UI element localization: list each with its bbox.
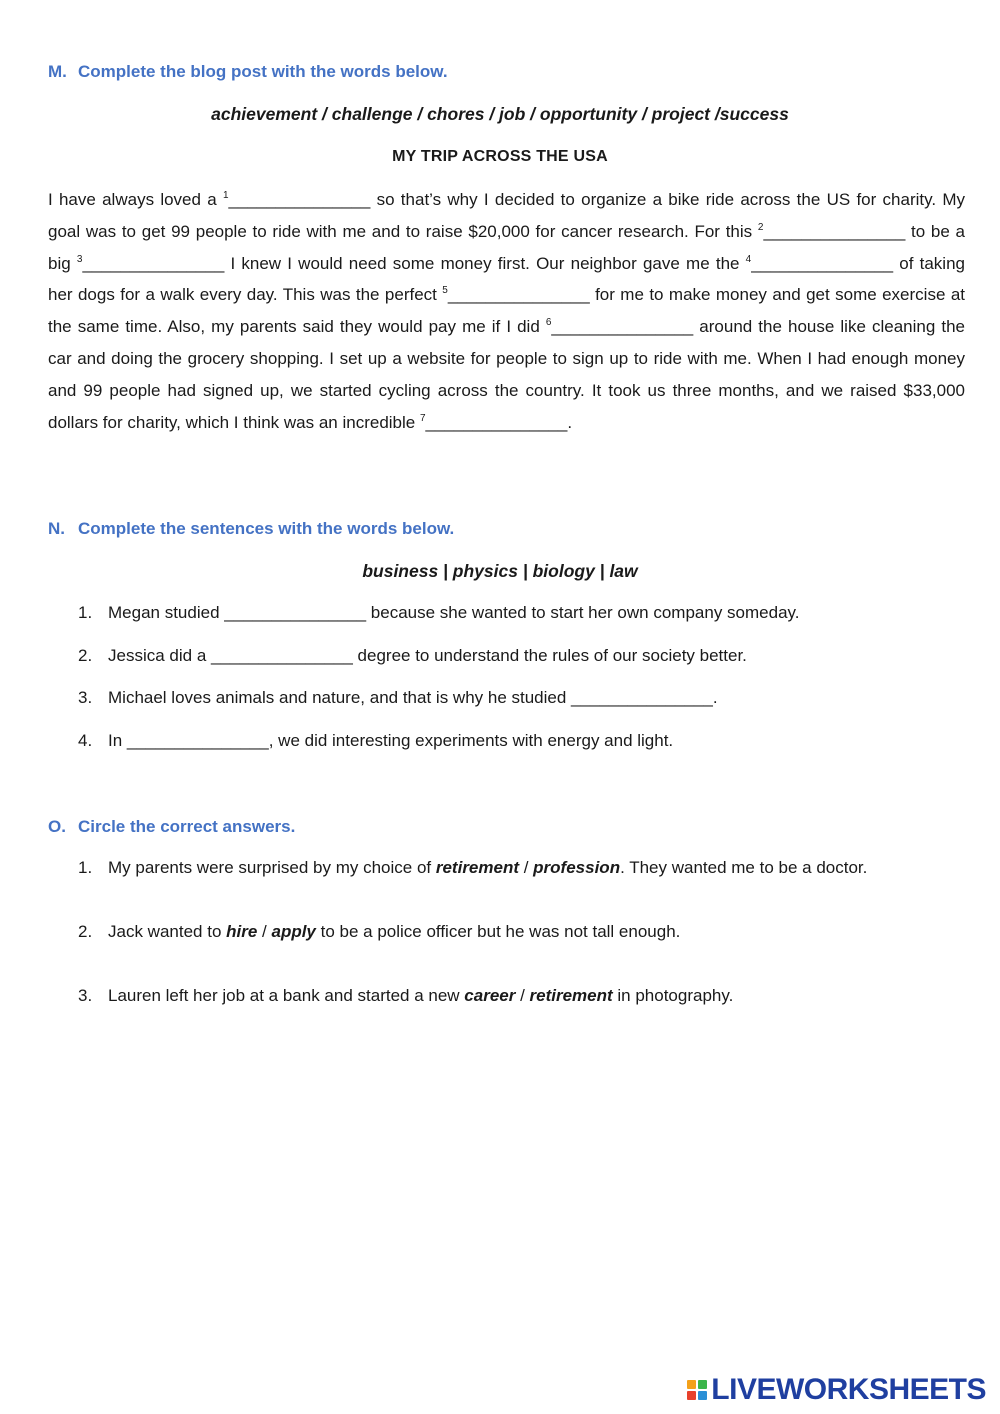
choice-option-1[interactable]: career	[464, 986, 516, 1005]
item-number: 3.	[78, 688, 93, 707]
section-o-letter: O.	[48, 817, 66, 836]
blog-text-5[interactable]: _______________ of taking her dogs for a walk every day. This was the perfect	[48, 253, 965, 305]
blog-post-paragraph	[48, 184, 965, 438]
blank-number-6: 6	[545, 317, 552, 329]
blog-text-4[interactable]: _______________ I knew I would need some money first. Our neighbor gave me the	[82, 253, 746, 273]
logo-square-icon	[687, 1391, 696, 1400]
choice-option-2[interactable]: profession	[533, 858, 621, 877]
logo-square-icon	[698, 1391, 707, 1400]
item-number: 3.	[78, 986, 93, 1005]
blank-number-2: 2	[757, 221, 764, 233]
logo-square-icon	[698, 1380, 707, 1389]
logo-text: LIVEWORKSHEETS	[711, 1373, 986, 1406]
item-number: 4.	[78, 731, 93, 750]
item-number: 2.	[78, 922, 93, 941]
liveworksheets-logo	[687, 1372, 986, 1408]
sentence-item[interactable]	[78, 646, 968, 666]
blog-text-7[interactable]: _______________ around the house like cleaning the car and doing the grocery shopping. I set up a website for people to sign up to ride with me. When I had enough money and 99 people had signed up, we started cycling across the country. It took us three months, and we raised $33,000 dollars for charity, which I think was an incredible	[48, 317, 965, 432]
choice-separator: /	[519, 858, 534, 877]
blog-text-3[interactable]: _______________ to be a big	[48, 221, 966, 273]
blog-text-2[interactable]: _______________ so that’s why I decided to organize a bike ride across the US for charity. My goal was to get 99 people to ride with me and to raise $20,000 for cancer research. For this	[48, 190, 965, 241]
section-m-word-bank: achievement / challenge / chores / job / opportunity / project /success	[211, 104, 789, 124]
blog-text-6[interactable]: _______________ for me to make money and get some exercise at the same time. Also, my parents said they would pay me if I did	[48, 285, 965, 337]
item-number: 1.	[78, 858, 93, 877]
section-n-letter: N.	[48, 519, 65, 538]
item-text[interactable]: Megan studied _______________ because she wanted to start her own company someday.	[108, 603, 800, 622]
sentence-item[interactable]	[78, 688, 968, 708]
item-text[interactable]: In _______________, we did interesting experiments with energy and light.	[108, 731, 674, 750]
choice-text-after: . They wanted me to be a doctor.	[620, 858, 868, 877]
blank-number-7: 7	[419, 412, 426, 424]
choice-item	[78, 858, 968, 878]
blank-number-3: 3	[76, 253, 83, 265]
blog-post-title: MY TRIP ACROSS THE USA	[392, 148, 608, 165]
choice-text-before: My parents were surprised by my choice of	[108, 858, 436, 877]
section-n-heading	[48, 519, 454, 539]
logo-square-icon	[687, 1380, 696, 1389]
blog-text-1: I have always loved a	[48, 190, 223, 209]
section-m-heading	[48, 62, 448, 82]
section-m-letter: M.	[48, 62, 67, 81]
sentence-item[interactable]	[78, 731, 968, 751]
section-n-word-bank: business | physics | biology | law	[362, 561, 638, 581]
section-n-instruction: Complete the sentences with the words below.	[78, 519, 455, 538]
logo-mark-icon	[687, 1380, 707, 1400]
choice-separator: /	[515, 986, 530, 1005]
choice-text-after: in photography.	[612, 986, 734, 1005]
choice-text-before: Jack wanted to	[108, 922, 227, 941]
choice-text-after: to be a police officer but he was not tall enough.	[315, 922, 681, 941]
blank-number-1: 1	[222, 190, 229, 201]
blog-text-8[interactable]: _______________.	[425, 412, 573, 432]
item-number: 1.	[78, 603, 93, 622]
choice-option-1[interactable]: retirement	[435, 858, 519, 877]
blank-number-4: 4	[745, 253, 752, 265]
choice-item	[78, 922, 968, 942]
choice-option-1[interactable]: hire	[226, 922, 258, 941]
choice-option-2[interactable]: apply	[271, 922, 316, 941]
sentence-item[interactable]	[78, 603, 968, 623]
section-o-instruction: Circle the correct answers.	[78, 817, 296, 836]
choice-option-2[interactable]: retirement	[529, 986, 613, 1005]
item-text[interactable]: Jessica did a _______________ degree to understand the rules of our society better.	[108, 646, 747, 665]
choice-text-before: Lauren left her job at a bank and started a new	[108, 986, 465, 1005]
item-text[interactable]: Michael loves animals and nature, and that is why he studied _______________.	[108, 688, 718, 707]
item-number: 2.	[78, 646, 93, 665]
section-o-heading	[48, 817, 295, 837]
choice-item	[78, 986, 968, 1006]
choice-separator: /	[257, 922, 272, 941]
section-m-instruction: Complete the blog post with the words below.	[78, 62, 448, 81]
blank-number-5: 5	[442, 285, 448, 297]
